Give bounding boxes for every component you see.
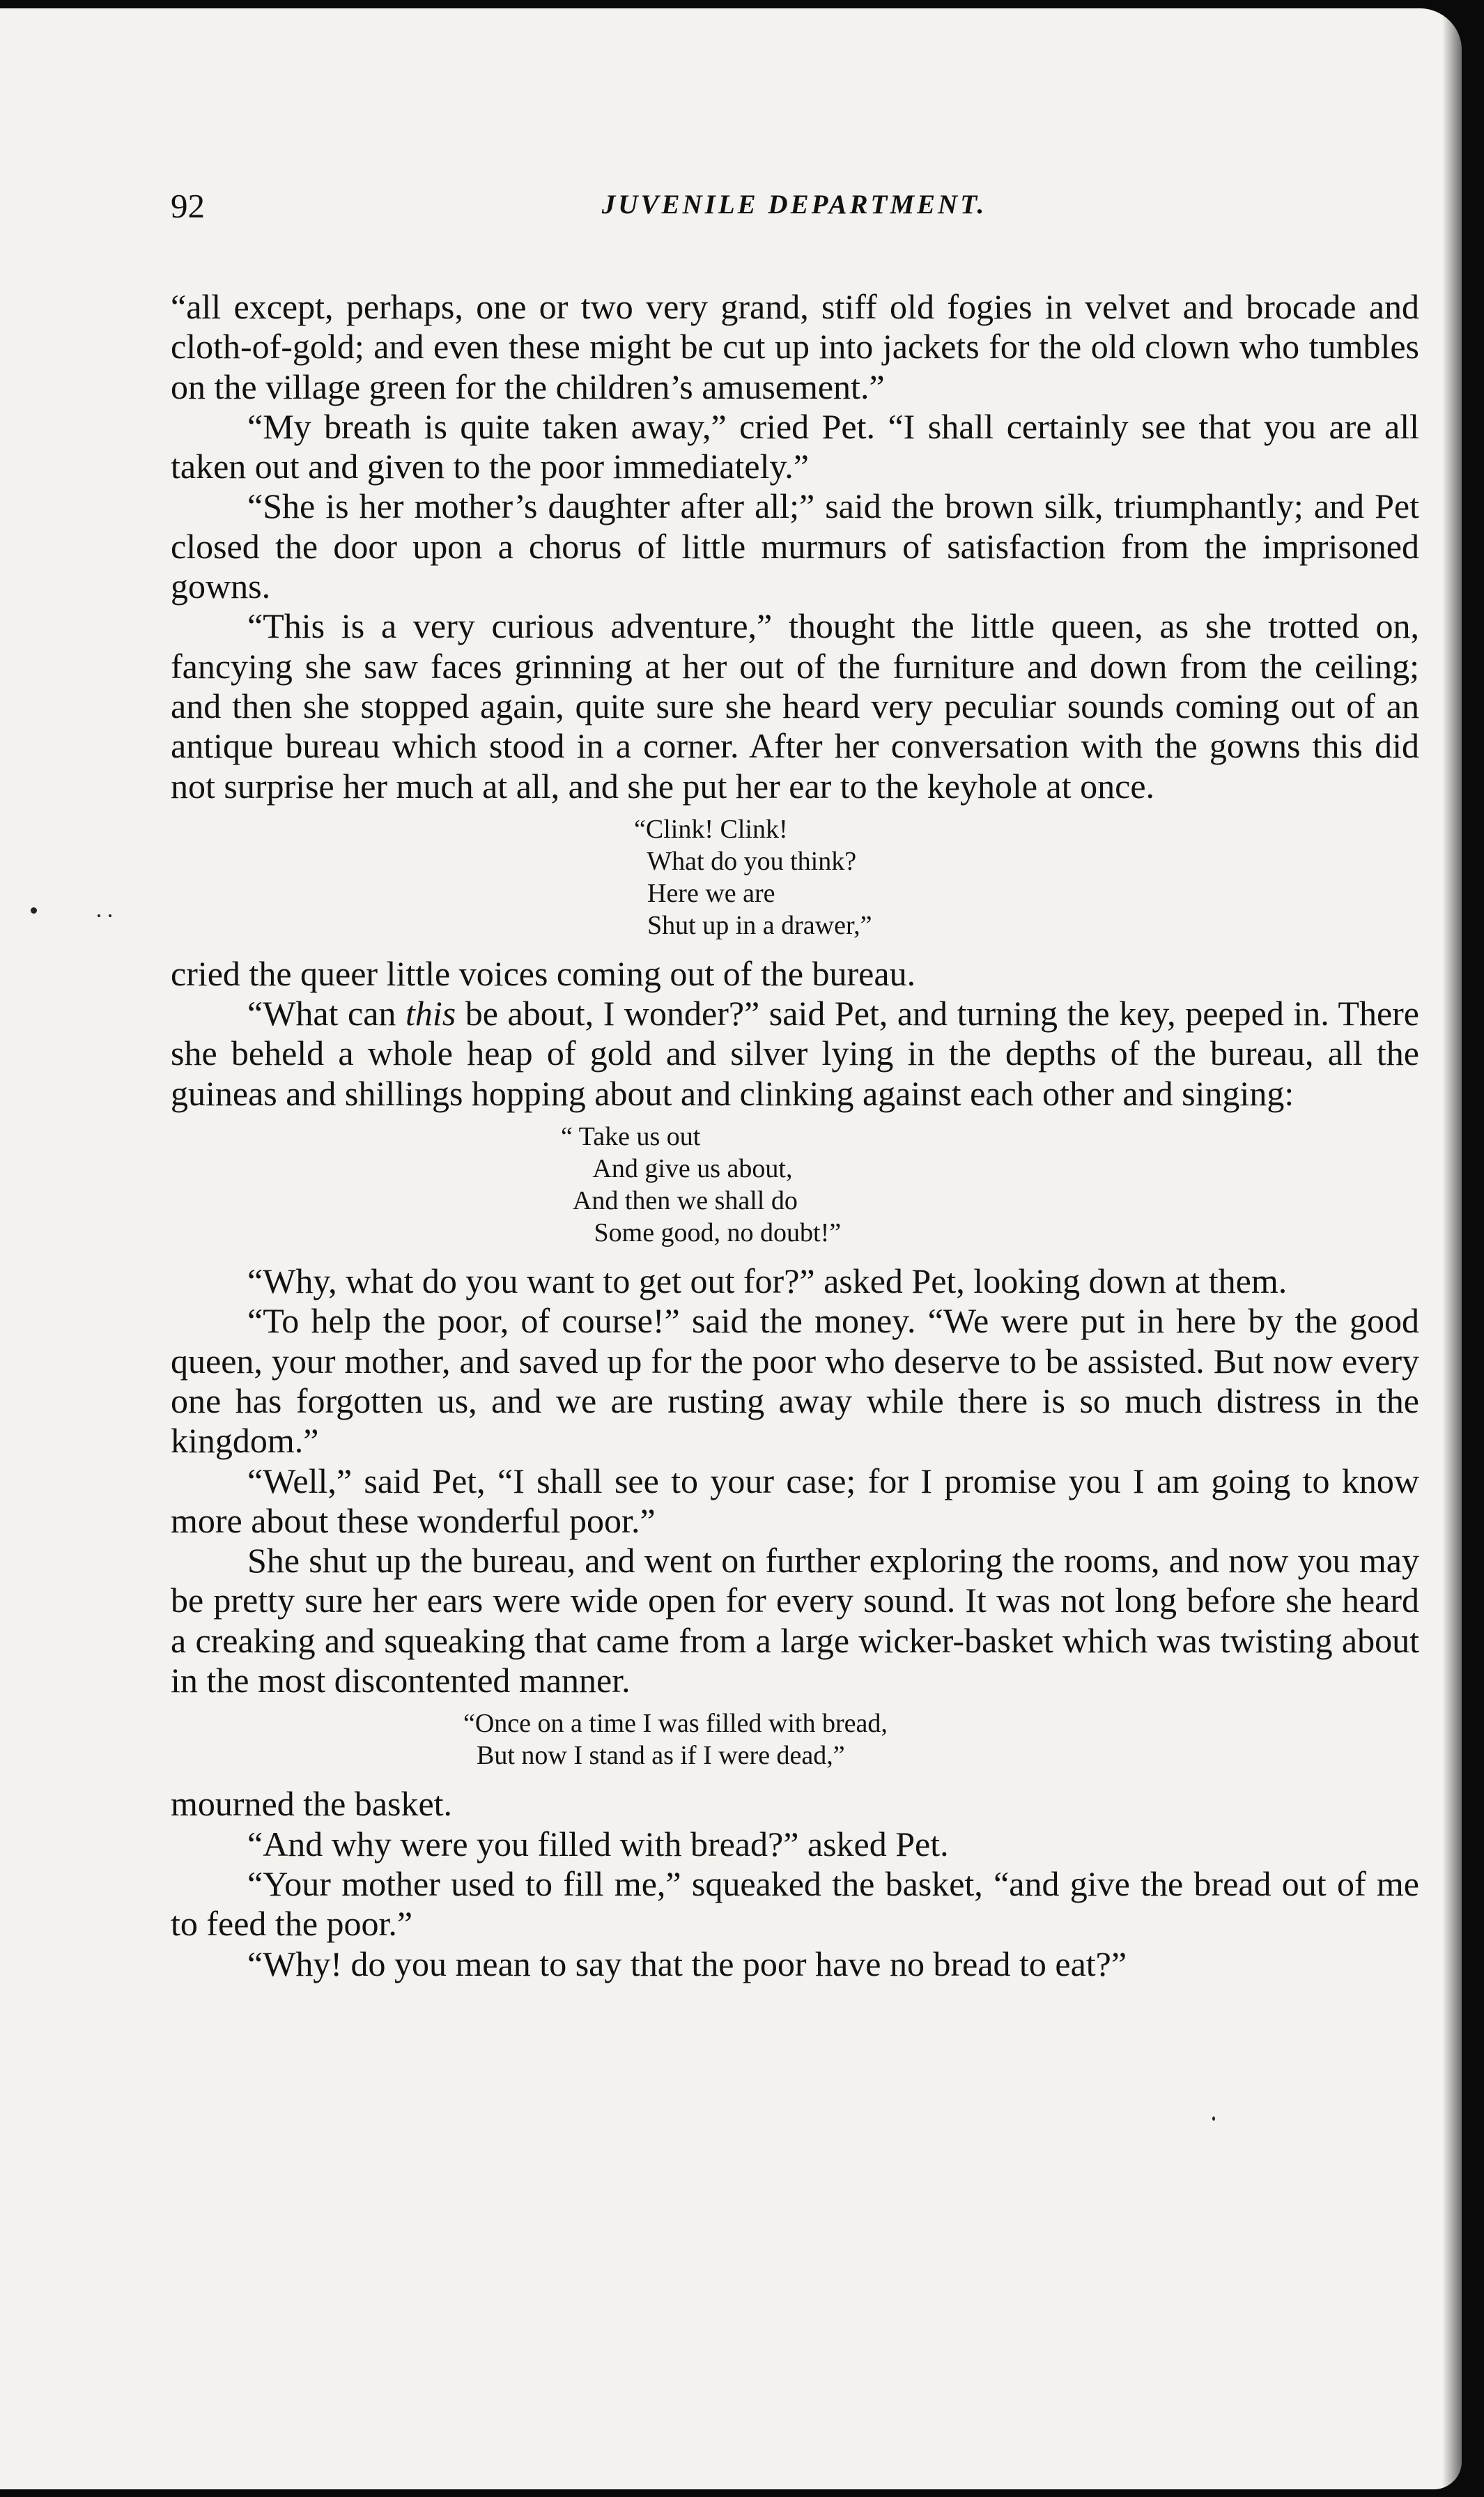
verse-clink xyxy=(171,813,1419,942)
paragraph-part: “What can xyxy=(247,994,405,1034)
verse-line: “Once on a time I was filled with bread, xyxy=(463,1709,888,1739)
verse-basket xyxy=(171,1707,1419,1772)
book-page xyxy=(0,8,1462,2489)
paragraph-part: be about, I wonder?” said Pet, and turning the key, peeped in. There she beheld a whole heap of gold and silver lying in the depths of the bureau, all the guineas and shillings hopping about and clinking against each other and singing: xyxy=(171,994,1420,1113)
verse-line: “Clink! Clink! xyxy=(634,814,788,844)
verse-line: But now I stand as if I were dead,” xyxy=(463,1741,845,1771)
body-text xyxy=(171,287,1419,1984)
running-head xyxy=(171,186,1418,235)
ink-speck xyxy=(1212,2116,1215,2121)
ink-speck xyxy=(31,907,37,914)
paragraph: “And why were you filled with bread?” asked Pet. xyxy=(247,1824,949,1864)
paragraph: “To help the poor, of course!” said the money. “We were put in here by the good queen, your mother, and saved up for the poor who deserve to be assisted. But now every one has forgotten us, and we are rusting away while there is so much distress in the kingdom.” xyxy=(171,1301,1419,1461)
running-title: JUVENILE DEPARTMENT. xyxy=(601,190,987,220)
paragraph: “This is a very curious adventure,” thought the little queen, as she trotted on, fancying she saw faces grinning at her out of the furniture and down from the ceiling; and then she stopped again, quite sure she heard very peculiar sounds coming out of an antique bureau which stood in a corner. After her conversation with the gowns this did not surprise her much at all, and she put her ear to the keyhole at once. xyxy=(171,606,1419,806)
paragraph: She shut up the bureau, and went on further exploring the rooms, and now you may be pretty sure her ears were wide open for every sound. It was not long before she heard a creaking and squeaking that came from a large wicker-basket which was twisting about in the most discontented manner. xyxy=(171,1541,1419,1700)
paragraph: “Why! do you mean to say that the poor have no bread to eat?” xyxy=(247,1944,1127,1983)
verse-line: Here we are xyxy=(634,878,775,908)
emphasis: this xyxy=(405,994,456,1034)
paragraph: “Well,” said Pet, “I shall see to your case; for I promise you I am going to know more about these wonderful poor.” xyxy=(171,1461,1419,1540)
verse-line: And give us about, xyxy=(561,1154,793,1184)
paragraph: cried the queer little voices coming out of the bureau. xyxy=(171,953,916,993)
paragraph: “My breath is quite taken away,” cried Pet. “I shall certainly see that you are all taken out and given to the poor immediately.” xyxy=(171,406,1419,486)
page-number: 92 xyxy=(171,187,205,225)
verse-line: “ Take us out xyxy=(561,1122,701,1152)
paragraph xyxy=(171,994,1419,1114)
verse-line: Shut up in a drawer,” xyxy=(634,910,872,940)
verse-money xyxy=(171,1121,1419,1249)
paragraph: “Your mother used to fill me,” squeaked the basket, “and give the bread out of me to feed the poor.” xyxy=(171,1864,1419,1944)
page-edge-shadow xyxy=(1442,8,1462,2489)
verse-line: And then we shall do xyxy=(561,1186,798,1216)
paragraph: “Why, what do you want to get out for?” asked Pet, looking down at them. xyxy=(247,1261,1288,1301)
paragraph: “She is her mother’s daughter after all;” said the brown silk, triumphantly; and Pet closed the door upon a chorus of little murmurs of satisfaction from the imprisoned gowns. xyxy=(171,486,1419,606)
verse-line: What do you think? xyxy=(634,846,857,876)
paragraph: “all except, perhaps, one or two very grand, stiff old fogies in velvet and brocade and cloth-of-gold; and even these might be cut up into jackets for the old clown who tumbles on the village green for the children’s amusement.” xyxy=(171,287,1419,406)
verse-line: Some good, no doubt!” xyxy=(561,1218,842,1248)
ink-speck xyxy=(109,914,111,917)
paragraph: mourned the basket. xyxy=(171,1784,453,1824)
ink-speck xyxy=(98,914,100,917)
